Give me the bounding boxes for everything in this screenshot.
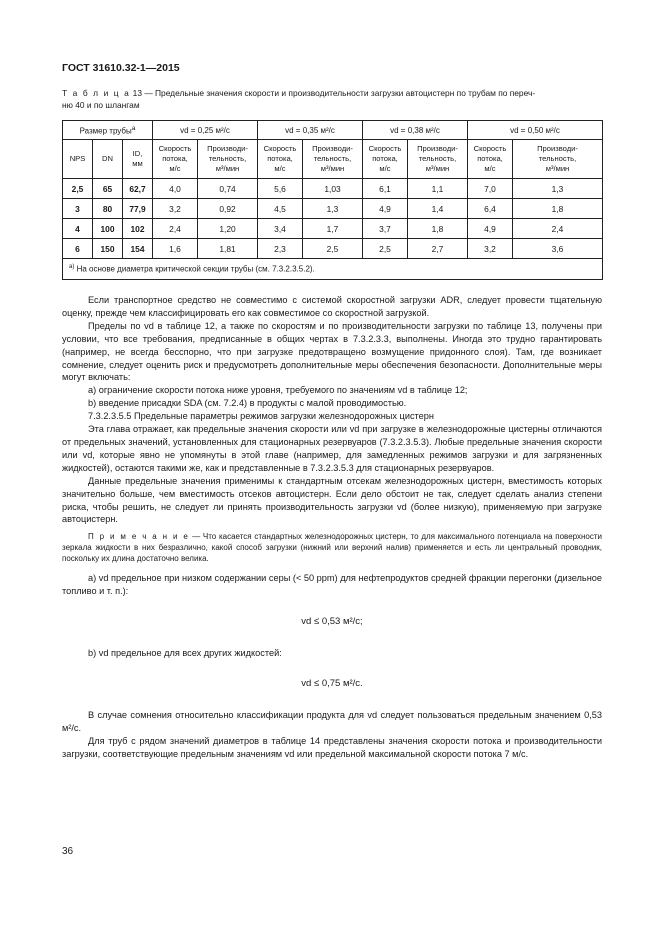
cell-dn: 65 xyxy=(93,179,123,199)
speed-limits-table xyxy=(62,120,603,280)
header-pipe-size: Размер трубы$^a$ xyxy=(63,121,153,140)
cell-productivity: 0,92 xyxy=(198,199,258,219)
cell-speed: 2,5 xyxy=(363,239,408,259)
cell-nps: 6 xyxy=(63,239,93,259)
subheader-productivity: Производи- тельность, м³/мин xyxy=(408,140,468,179)
paragraph: Если транспортное средство не совместимо с системой скоростной загрузки ADR, следует провести тщательную оценку, прежде чем классифицировать его как совместимое со скоростной загрузкой. xyxy=(62,295,602,318)
cell-speed: 2,4 xyxy=(153,219,198,239)
cell-productivity: 1,1 xyxy=(408,179,468,199)
cell-productivity: 3,6 xyxy=(513,239,603,259)
cell-id: 77,9 xyxy=(123,199,153,219)
section-heading: 7.3.2.3.5.5 Предельные параметры режимов загрузки железнодорожных цистерн xyxy=(88,411,434,422)
cell-speed: 3,2 xyxy=(153,199,198,219)
page-number: 36 xyxy=(62,846,74,857)
cell-productivity: 1,3 xyxy=(513,179,603,199)
paragraph: Пределы по vd в таблице 12, а также по скоростям и по производительности загрузки по таблице 13, получены при условии, что все требования, предписанные в общих чертах в 7.3.2.3.3, выполнены. Иногда это трудно гарантировать (например, не всегда бесспорно, что при загрузке предотвращено возмущение придонного слоя). Там, где возникает сомнение, следует оценить риск и предусмотреть дополнительные меры обеспечения безопасности. Дополнительные меры могут включать: xyxy=(62,320,602,383)
cell-productivity: 1,3 xyxy=(303,199,363,219)
cell-speed: 2,3 xyxy=(258,239,303,259)
subheader-speed: Скорость потока, м/с xyxy=(363,140,408,179)
table-row xyxy=(63,179,603,199)
cell-speed: 4,5 xyxy=(258,199,303,219)
note-label: П р и м е ч а н и е xyxy=(88,532,190,542)
cell-speed: 4,9 xyxy=(363,199,408,219)
paragraph: Эта глава отражает, как предельные значения скорости или vd при загрузке в железнодорожные цистерны отличаются от предельных значений, установленных для стационарных резервуаров (7.3.2.3.5.3). Любые предельные значения скорости или vd, которые явно не упомянуты в этой главе (например, для замедленных режимов загрузки и для загрязненных жидкостей), остаются такими же, как и представленные в 7.3.2.3.5.3 для стационарных резервуаров. xyxy=(62,424,602,473)
paragraph: В случае сомнения относительно классификации продукта для vd следует пользоваться предельным значением 0,53 м²/с. xyxy=(62,709,602,733)
subheader-productivity: Производи- тельность, м³/мин xyxy=(198,140,258,179)
cell-nps: 3 xyxy=(63,199,93,219)
cell-speed: 4,9 xyxy=(468,219,513,239)
cell-productivity: 1,20 xyxy=(198,219,258,239)
note xyxy=(62,531,602,564)
note-text: — Что касается стандартных железнодорожных цистерн, то для максимального потенциала на поверхности зеркала жидкости в них безразлично, какой способ загрузки (нижний или верхний налив) применяется и есть ли центральный проводник, поскольку их длина достаточно велика. xyxy=(62,532,603,564)
cell-productivity: 1,8 xyxy=(408,219,468,239)
cell-productivity: 2,5 xyxy=(303,239,363,259)
cell-productivity: 1,7 xyxy=(303,219,363,239)
cell-productivity: 1,03 xyxy=(303,179,363,199)
cell-productivity: 0,74 xyxy=(198,179,258,199)
cell-productivity: 2,4 xyxy=(513,219,603,239)
cell-speed: 3,2 xyxy=(468,239,513,259)
table-header-row xyxy=(63,121,603,140)
subheader-nps: NPS xyxy=(63,140,93,179)
formula: vd ≤ 0,53 м²/с; xyxy=(301,616,363,628)
list-item: b) введение присадки SDA (см. 7.2.4) в продукты с малой проводимостью. xyxy=(88,398,407,409)
cell-speed: 3,7 xyxy=(363,219,408,239)
cell-dn: 150 xyxy=(93,239,123,259)
cell-speed: 3,4 xyxy=(258,219,303,239)
header-vd-025: vd = 0,25 м²/с xyxy=(153,121,258,140)
header-vd-050: vd = 0,50 м²/с xyxy=(468,121,603,140)
subheader-id: ID, мм xyxy=(123,140,153,179)
table-caption-label: Т а б л и ц а xyxy=(62,88,131,98)
paragraph: Для труб с рядом значений диаметров в таблице 14 представлены значения скорости потока и производительности загрузки, соответствующие предельным значениям vd или предельной максимальной скорости потока 7 м/с. xyxy=(62,735,602,759)
subheader-productivity: Производи- тельность, м³/мин xyxy=(303,140,363,179)
paragraph: Данные предельные значения применимы к стандартным отсекам железнодорожных цистерн, вместимость которых значительно больше, чем вместимость отсеков автоцистерн. Если дело обстоит не так, следует сделать анализ степени риска, чтобы решить, не следует ли принять производительность загрузки vd (более низкую), применяемую при загрузке автоцистерн. xyxy=(62,475,602,525)
subheader-speed: Скорость потока, м/с xyxy=(153,140,198,179)
footnote-text: На основе диаметра критической секции трубы (см. 7.3.2.3.5.2). xyxy=(74,264,315,274)
cell-id: 154 xyxy=(123,239,153,259)
list-item: a) vd предельное при низком содержании серы (< 50 ppm) для нефтепродуктов средней фракции перегонки (дизельное топливо и т. п.): xyxy=(62,573,602,597)
cell-nps: 2,5 xyxy=(63,179,93,199)
subheader-dn: DN xyxy=(93,140,123,179)
table-row xyxy=(63,199,603,219)
formula: vd ≤ 0,75 м²/с. xyxy=(301,677,363,689)
cell-speed: 1,6 xyxy=(153,239,198,259)
cell-id: 62,7 xyxy=(123,179,153,199)
cell-speed: 6,4 xyxy=(468,199,513,219)
subheader-speed: Скорость потока, м/с xyxy=(468,140,513,179)
table-caption-text: 13 — Предельные значения скорости и производительности загрузки автоцистерн по трубам по переч- xyxy=(130,88,536,98)
header-vd-038: vd = 0,38 м²/с xyxy=(363,121,468,140)
table-caption-text-line2: ню 40 и по шлангам xyxy=(62,100,140,110)
list-item: b) vd предельное для всех других жидкостей: xyxy=(88,648,282,659)
cell-productivity: 1,4 xyxy=(408,199,468,219)
subheader-speed: Скорость потока, м/с xyxy=(258,140,303,179)
list-item: a) ограничение скорости потока ниже уровня, требуемого по значениям vd в таблице 12; xyxy=(88,385,468,396)
cell-speed: 5,6 xyxy=(258,179,303,199)
header-footnote-mark: a xyxy=(131,124,136,132)
table-footnote-row xyxy=(63,259,603,280)
cell-productivity: 2,7 xyxy=(408,239,468,259)
cell-nps: 4 xyxy=(63,219,93,239)
cell-productivity: 1,8 xyxy=(513,199,603,219)
table-row xyxy=(63,239,603,259)
cell-speed: 6,1 xyxy=(363,179,408,199)
document-body xyxy=(62,294,602,760)
document-header: ГОСТ 31610.32-1—2015 xyxy=(62,62,180,74)
table-row xyxy=(63,219,603,239)
cell-speed: 4,0 xyxy=(153,179,198,199)
table-subheader-row xyxy=(63,140,603,179)
table-caption xyxy=(62,87,602,111)
cell-dn: 100 xyxy=(93,219,123,239)
cell-dn: 80 xyxy=(93,199,123,219)
cell-productivity: 1,81 xyxy=(198,239,258,259)
cell-speed: 7,0 xyxy=(468,179,513,199)
table-footnote xyxy=(63,259,603,280)
cell-id: 102 xyxy=(123,219,153,239)
header-vd-035: vd = 0,35 м²/с xyxy=(258,121,363,140)
subheader-productivity: Производи- тельность, м³/мин xyxy=(513,140,603,179)
footnote-mark: a) xyxy=(69,264,75,271)
